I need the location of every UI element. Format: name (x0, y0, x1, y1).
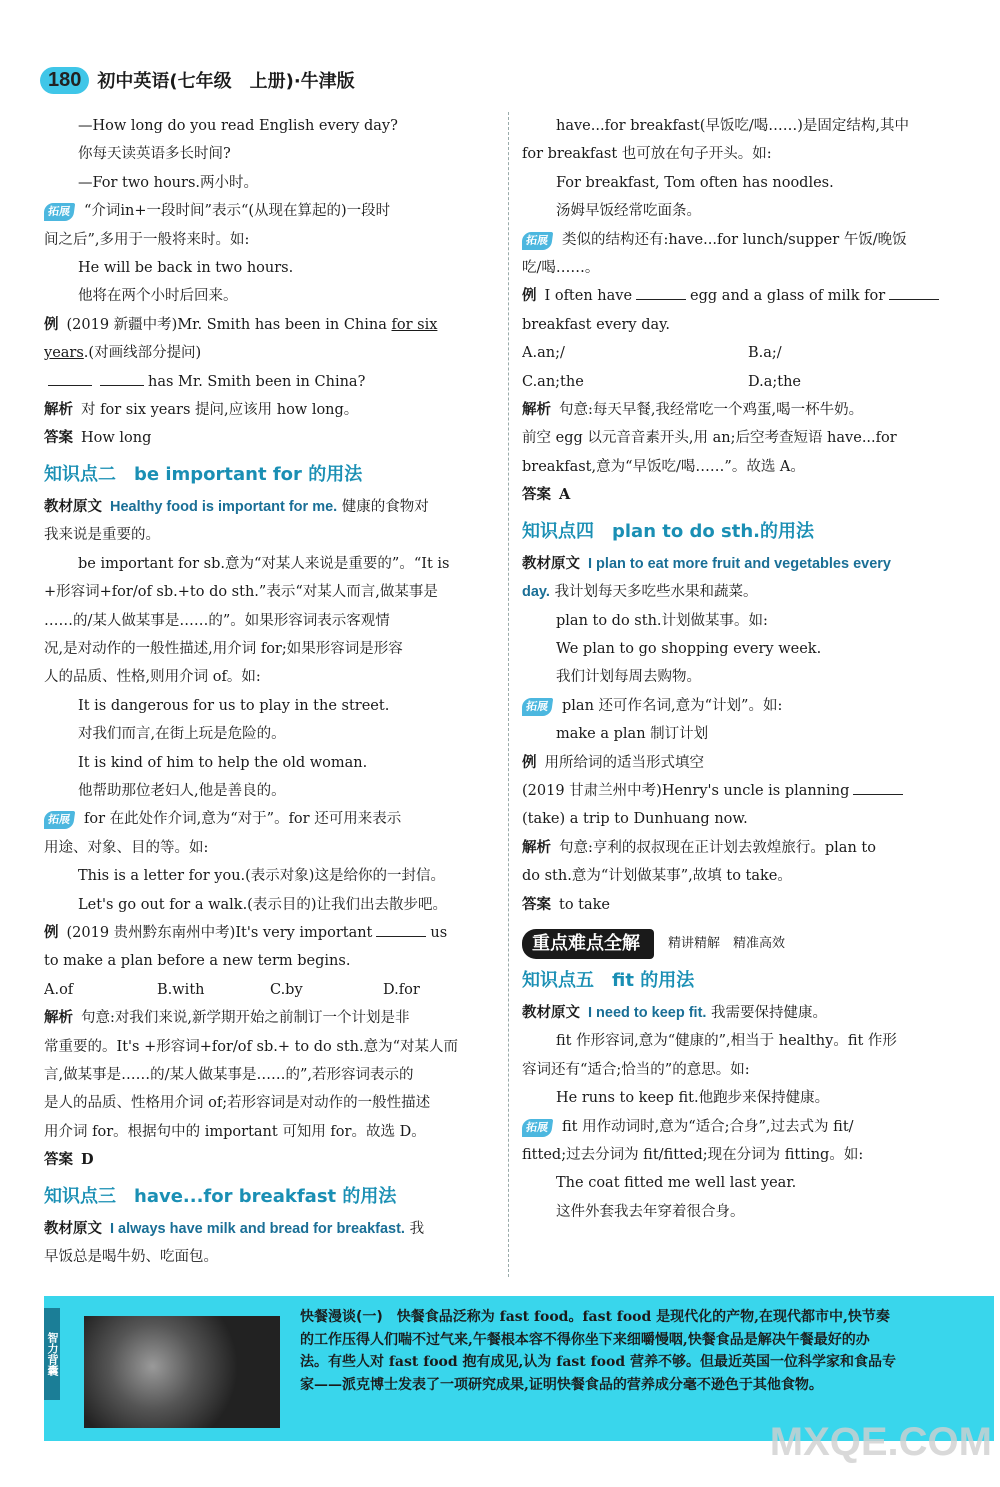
dialog-line: —How long do you read English every day? (78, 118, 398, 134)
footer-line: 的工作压得人们喘不过气来,午餐根本容不得你坐下来细嚼慢咽,快餐食品是解决午餐最好的办 (300, 1331, 870, 1348)
extension-block: 拓展 “介词in+一段时间”表示“(从现在算起的)一段时 (44, 197, 496, 225)
footer-text (300, 1306, 980, 1396)
banner-title: 重点难点全解 (522, 929, 654, 959)
extension-icon: 拓展 (522, 232, 553, 250)
footer-tab: 智力背囊 (44, 1308, 60, 1400)
source-text-5: 教材原文 I need to keep fit. 我需要保持健康。 (522, 1004, 828, 1021)
section-banner (522, 929, 974, 959)
body-text: for breakfast 也可放在句子开头。如: (522, 146, 772, 163)
option-c: C.by (270, 981, 303, 998)
example-cn: 这件外套我去年穿着很合身。 (556, 1203, 745, 1220)
example-line: This is a letter for you.(表示对象)这是给你的一封信。 (78, 868, 445, 885)
answer-blank[interactable] (889, 286, 939, 300)
body-text: 人的品质、性格,则用介词 of。如: (44, 669, 261, 686)
analysis-text: 前空 egg 以元音音素开头,用 an;后空考查短语 have...for (522, 430, 897, 447)
answer-3: 答案 A (522, 486, 571, 504)
knowledge-point-2-title: 知识点二 be important for 的用法 (44, 463, 363, 485)
knowledge-point-3-title: 知识点三 have...for breakfast 的用法 (44, 1185, 397, 1207)
answer-blank[interactable] (636, 286, 686, 300)
analysis-1: 解析 对 for six years 提问,应该用 how long。 (44, 402, 359, 419)
exercise-4: 例 用所给词的适当形式填空 (522, 754, 704, 771)
exercise-2-line2: to make a plan before a new term begins. (44, 953, 351, 970)
analysis-text: 用介词 for。根据句中的 important 可知用 for。故选 D。 (44, 1123, 426, 1140)
example-cn: 汤姆早饭经常吃面条。 (556, 203, 701, 220)
extension-block-4: 拓展 plan 还可作名词,意为“计划”。如: (522, 692, 974, 720)
analysis-text: do sth.意为“计划做某事”,故填 to take。 (522, 868, 792, 885)
source-text-4: 教材原文 I plan to eat more fruit and vegetables every (522, 555, 891, 572)
knowledge-point-4-title: 知识点四 plan to do sth.的用法 (522, 520, 815, 542)
page-header (40, 62, 355, 98)
exercise-1-line2: years.(对画线部分提问) (44, 345, 202, 362)
option-c: C.an;the (522, 373, 584, 390)
extension-block-5: 拓展 fit 用作动词时,意为“适合;合身”,过去式为 fit/ (522, 1113, 974, 1141)
extension-icon: 拓展 (522, 1119, 553, 1137)
body-text: have...for breakfast(早饭吃/喝……)是固定结构,其中 (556, 118, 910, 134)
extension-icon: 拓展 (44, 811, 75, 829)
answer-blank[interactable] (48, 372, 92, 386)
body-text: 容词还有“适合;恰当的”的意思。如: (522, 1061, 750, 1078)
analysis-text: 常重要的。It's +形容词+for/of sb.+ to do sth.意为“对某人而 (44, 1038, 459, 1055)
analysis-4: 解析 句意:亨利的叔叔现在正计划去敦煌旅行。plan to (522, 839, 876, 856)
source-text-2: 教材原文 Healthy food is important for me. 健康的食物对 (44, 498, 429, 515)
example-en: The coat fitted me well last year. (556, 1175, 797, 1192)
footer-line: 家——派克博士发表了一项研究成果,证明快餐食品的营养成分毫不逊色于其他食物。 (300, 1376, 823, 1393)
body-text: plan to do sth.计划做某事。如: (556, 612, 768, 629)
extension-text: 用途、对象、目的等。如: (44, 839, 209, 856)
dialog-line: 你每天读英语多长时间? (78, 146, 231, 163)
dialog-line: —For two hours.两小时。 (78, 174, 259, 191)
exercise-4-line1: (2019 甘肃兰州中考)Henry's uncle is planning (522, 777, 974, 805)
extension-icon: 拓展 (522, 698, 553, 716)
options-row (522, 368, 974, 396)
analysis-text: 言,做某事是……的/某人做某事是……的”,若形容词表示的 (44, 1067, 414, 1083)
footer-line: 快餐漫谈(一) 快餐食品泛称为 fast food。fast food 是现代化的产物,在现代都市中,快节奏 (300, 1309, 890, 1325)
extension-text: fitted;过去分词为 fit/fitted;现在分词为 fitting。如: (522, 1147, 864, 1163)
exercise-1: 例 (2019 新疆中考)Mr. Smith has been in China for six (44, 316, 438, 333)
example-en: We plan to go shopping every week. (556, 640, 822, 657)
extension-icon: 拓展 (44, 203, 75, 221)
example-en: It is dangerous for us to play in the street. (78, 697, 390, 714)
option-b: B.a;/ (748, 345, 782, 362)
example-cn: 他将在两个小时后回来。 (78, 288, 238, 305)
knowledge-point-5-title: 知识点五 fit 的用法 (522, 969, 695, 991)
body-text: fit 作形容词,意为“健康的”,相当于 healthy。fit 作形 (556, 1033, 897, 1050)
exercise-3-line2: breakfast every day. (522, 316, 671, 333)
options-row (44, 976, 496, 1004)
body-text: +形容词+for/of sb.+to do sth.”表示“对某人而言,做某事是 (44, 584, 438, 601)
source-text-2-cn: 我来说是重要的。 (44, 527, 160, 544)
analysis-text: breakfast,意为“早饭吃/喝……”。故选 A。 (522, 458, 805, 475)
option-d: D.for (383, 981, 420, 998)
example-cn: 对我们而言,在街上玩是危险的。 (78, 726, 286, 743)
options-row (522, 339, 974, 367)
page-number: 180 (40, 67, 89, 94)
answer-2: 答案 D (44, 1151, 94, 1169)
example-line: He runs to keep fit.他跑步来保持健康。 (556, 1090, 830, 1107)
exercise-3: 例 I often have egg and a glass of milk for (522, 282, 974, 310)
example-en: He will be back in two hours. (78, 260, 294, 277)
exercise-2: 例 (2019 贵州黔东南州中考)It's very important us (44, 924, 448, 941)
extension-text: 间之后”,多用于一般将来时。如: (44, 231, 250, 248)
answer-blank[interactable] (853, 781, 903, 795)
analysis-3: 解析 句意:每天早餐,我经常吃一个鸡蛋,喝一杯牛奶。 (522, 402, 864, 419)
analysis-2: 解析 句意:对我们来说,新学期开始之前制订一个计划是非 (44, 1010, 410, 1027)
option-d: D.a;the (748, 373, 801, 390)
example-line: Let's go out for a walk.(表示目的)让我们出去散步吧。 (78, 896, 447, 913)
analysis-text: 是人的品质、性格用介词 of;若形容词是对动作的一般性描述 (44, 1095, 431, 1112)
exercise-1-line3: has Mr. Smith been in China? (44, 368, 496, 396)
source-text-3: 教材原文 I always have milk and bread for breakfast. 我 (44, 1220, 425, 1237)
source-text-3-cn: 早饭总是喝牛奶、吃面包。 (44, 1249, 218, 1266)
option-a: A.of (44, 981, 74, 998)
body-text: 况,是对动作的一般性描述,用介词 for;如果形容词是形容 (44, 640, 403, 657)
example-en: For breakfast, Tom often has noodles. (556, 174, 834, 191)
left-column (44, 112, 496, 1271)
right-column (522, 112, 974, 1226)
example-cn: 他帮助那位老妇人,他是善良的。 (78, 782, 286, 799)
fast-food-photo (84, 1316, 280, 1428)
watermark: MXQE.COM (769, 1420, 992, 1464)
column-divider (508, 112, 509, 1277)
source-text-4-line2: day. 我计划每天多吃些水果和蔬菜。 (522, 584, 758, 601)
extension-text: 吃/喝……。 (522, 260, 600, 277)
body-text: be important for sb.意为“对某人来说是重要的”。“It is (78, 555, 450, 572)
body-text: ……的/某人做某事是……的”。如果形容词表示客观情 (44, 612, 390, 629)
answer-1: 答案 How long (44, 430, 152, 447)
answer-4: 答案 to take (522, 896, 611, 913)
option-b: B.with (157, 981, 205, 998)
option-a: A.an;/ (522, 345, 565, 362)
extension-block-3: 拓展 类似的结构还有:have...for lunch/supper 午饭/晚饭 (522, 226, 974, 254)
example-line: make a plan 制订计划 (556, 726, 709, 743)
footer-line: 法。有些人对 fast food 抱有成见,认为 fast food 营养不够。但最近英国一位科学家和食品专 (300, 1354, 896, 1370)
banner-subtitle: 精讲精解 精准高效 (668, 935, 786, 951)
example-en: It is kind of him to help the old woman. (78, 754, 368, 771)
extension-block-2: 拓展 for 在此处作介词,意为“对于”。for 还可用来表示 (44, 805, 496, 833)
footer-heading: 快餐漫谈(一) (300, 1309, 383, 1325)
answer-blank[interactable] (100, 372, 144, 386)
example-cn: 我们计划每周去购物。 (556, 669, 701, 686)
answer-blank[interactable] (376, 923, 426, 937)
exercise-4-line2: (take) a trip to Dunhuang now. (522, 811, 748, 828)
book-title: 初中英语(七年级 上册)·牛津版 (97, 71, 355, 92)
